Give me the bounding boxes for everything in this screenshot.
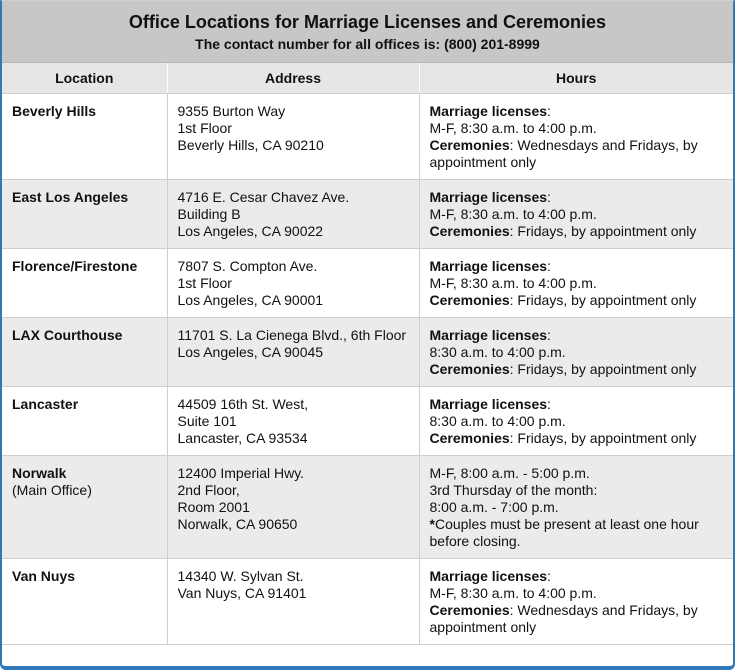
location-note: (Main Office) xyxy=(12,482,92,498)
hours-line xyxy=(430,499,726,516)
hours-cell xyxy=(419,249,733,318)
column-header-location: Location xyxy=(2,63,167,94)
hours-text: : Fridays, by appointment only xyxy=(509,361,697,377)
table-header-banner xyxy=(2,1,733,63)
hours-label: Marriage licenses xyxy=(429,568,548,584)
address-line: Lancaster, CA 93534 xyxy=(177,430,308,446)
hours-line xyxy=(430,275,726,292)
location-cell xyxy=(2,249,167,318)
hours-label: Ceremonies xyxy=(429,292,510,308)
table-row xyxy=(2,249,733,318)
hours-text: M-F, 8:30 a.m. to 4:00 p.m. xyxy=(429,206,597,222)
hours-line xyxy=(430,568,726,585)
hours-label: Ceremonies xyxy=(429,223,510,239)
hours-line xyxy=(430,585,726,602)
hours-line xyxy=(430,344,726,361)
location-cell xyxy=(2,456,167,559)
hours-line xyxy=(430,361,726,378)
address-line: 7807 S. Compton Ave. xyxy=(177,258,318,274)
address-line: 11701 S. La Cienega Blvd., 6th Floor xyxy=(177,327,407,343)
table-row xyxy=(2,456,733,559)
hours-text: : xyxy=(547,327,551,343)
address-line: Building B xyxy=(177,206,241,222)
address-line: Los Angeles, CA 90022 xyxy=(177,223,324,239)
address-cell xyxy=(167,249,419,318)
hours-text: Couples must be present at least one hour before closing. xyxy=(429,516,699,549)
address-cell xyxy=(167,559,419,645)
hours-line xyxy=(430,465,726,482)
hours-label: Ceremonies xyxy=(429,602,510,618)
hours-text: 8:30 a.m. to 4:00 p.m. xyxy=(429,344,566,360)
location-name: Florence/Firestone xyxy=(12,258,138,274)
address-cell xyxy=(167,387,419,456)
hours-line xyxy=(430,396,726,413)
table-row xyxy=(2,94,733,180)
hours-label: Marriage licenses xyxy=(429,189,548,205)
address-line: Norwalk, CA 90650 xyxy=(177,516,298,532)
address-line: 1st Floor xyxy=(177,275,232,291)
address-line: 14340 W. Sylvan St. xyxy=(177,568,304,584)
hours-text: : xyxy=(547,189,551,205)
location-cell xyxy=(2,180,167,249)
hours-cell xyxy=(419,180,733,249)
address-line: 2nd Floor, xyxy=(177,482,240,498)
hours-text: 8:00 a.m. - 7:00 p.m. xyxy=(429,499,559,515)
address-cell xyxy=(167,94,419,180)
hours-line xyxy=(430,327,726,344)
hours-line xyxy=(430,516,726,550)
hours-line xyxy=(430,206,726,223)
hours-label: Marriage licenses xyxy=(429,396,548,412)
locations-table xyxy=(2,63,733,645)
hours-text: 8:30 a.m. to 4:00 p.m. xyxy=(429,413,566,429)
column-header-address: Address xyxy=(167,63,419,94)
address-line: Beverly Hills, CA 90210 xyxy=(177,137,324,153)
hours-cell xyxy=(419,318,733,387)
hours-line xyxy=(430,602,726,636)
hours-text: M-F, 8:30 a.m. to 4:00 p.m. xyxy=(429,585,597,601)
hours-line xyxy=(430,120,726,137)
hours-label: Marriage licenses xyxy=(429,103,548,119)
hours-label: Marriage licenses xyxy=(429,258,548,274)
hours-text: : xyxy=(547,568,551,584)
location-cell xyxy=(2,318,167,387)
hours-cell xyxy=(419,387,733,456)
hours-text: : Fridays, by appointment only xyxy=(509,292,697,308)
location-cell xyxy=(2,387,167,456)
hours-line xyxy=(430,258,726,275)
hours-text: : xyxy=(547,396,551,412)
location-name: Norwalk xyxy=(12,465,67,481)
address-line: Los Angeles, CA 90001 xyxy=(177,292,324,308)
address-line: Suite 101 xyxy=(177,413,237,429)
address-line: 12400 Imperial Hwy. xyxy=(177,465,305,481)
address-line: 44509 16th St. West, xyxy=(177,396,308,412)
location-name: Beverly Hills xyxy=(12,103,97,119)
location-name: Van Nuys xyxy=(12,568,76,584)
hours-line xyxy=(430,103,726,120)
address-line: Van Nuys, CA 91401 xyxy=(177,585,307,601)
location-cell xyxy=(2,559,167,645)
hours-text: : Fridays, by appointment only xyxy=(509,223,697,239)
hours-label: Ceremonies xyxy=(429,361,510,377)
table-row xyxy=(2,318,733,387)
hours-cell xyxy=(419,559,733,645)
hours-cell xyxy=(419,94,733,180)
hours-label: Marriage licenses xyxy=(429,327,548,343)
hours-line xyxy=(430,482,726,499)
address-line: 4716 E. Cesar Chavez Ave. xyxy=(177,189,350,205)
hours-text: : xyxy=(547,103,551,119)
address-line: 9355 Burton Way xyxy=(177,103,286,119)
location-name: LAX Courthouse xyxy=(12,327,123,343)
hours-line xyxy=(430,223,726,240)
column-header-hours: Hours xyxy=(419,63,733,94)
hours-label: * xyxy=(429,516,435,532)
hours-label: Ceremonies xyxy=(429,430,510,446)
hours-text: M-F, 8:30 a.m. to 4:00 p.m. xyxy=(429,120,597,136)
table-row xyxy=(2,387,733,456)
hours-text: : Wednesdays and Fridays, by appointment only xyxy=(429,602,698,635)
address-cell xyxy=(167,456,419,559)
address-line: Los Angeles, CA 90045 xyxy=(177,344,324,360)
hours-line xyxy=(430,137,726,171)
location-name: Lancaster xyxy=(12,396,79,412)
page-title: Office Locations for Marriage Licenses and Ceremonies xyxy=(128,12,607,32)
address-cell xyxy=(167,180,419,249)
hours-text: M-F, 8:00 a.m. - 5:00 p.m. xyxy=(429,465,590,481)
location-name: East Los Angeles xyxy=(12,189,129,205)
hours-label: Ceremonies xyxy=(429,137,510,153)
table-row xyxy=(2,180,733,249)
contact-number-text: The contact number for all offices is: (800) 201-8999 xyxy=(195,36,540,52)
hours-text: 3rd Thursday of the month: xyxy=(429,482,598,498)
hours-text: : xyxy=(547,258,551,274)
address-cell xyxy=(167,318,419,387)
address-line: Room 2001 xyxy=(177,499,250,515)
hours-line xyxy=(430,413,726,430)
hours-line xyxy=(430,430,726,447)
address-line: 1st Floor xyxy=(177,120,232,136)
hours-text: : Fridays, by appointment only xyxy=(509,430,697,446)
column-header-row xyxy=(2,63,733,94)
hours-cell xyxy=(419,456,733,559)
location-cell xyxy=(2,94,167,180)
hours-text: M-F, 8:30 a.m. to 4:00 p.m. xyxy=(429,275,597,291)
locations-table-body xyxy=(2,94,733,645)
hours-text: : Wednesdays and Fridays, by appointment only xyxy=(429,137,698,170)
hours-line xyxy=(430,292,726,309)
table-row xyxy=(2,559,733,645)
hours-line xyxy=(430,189,726,206)
